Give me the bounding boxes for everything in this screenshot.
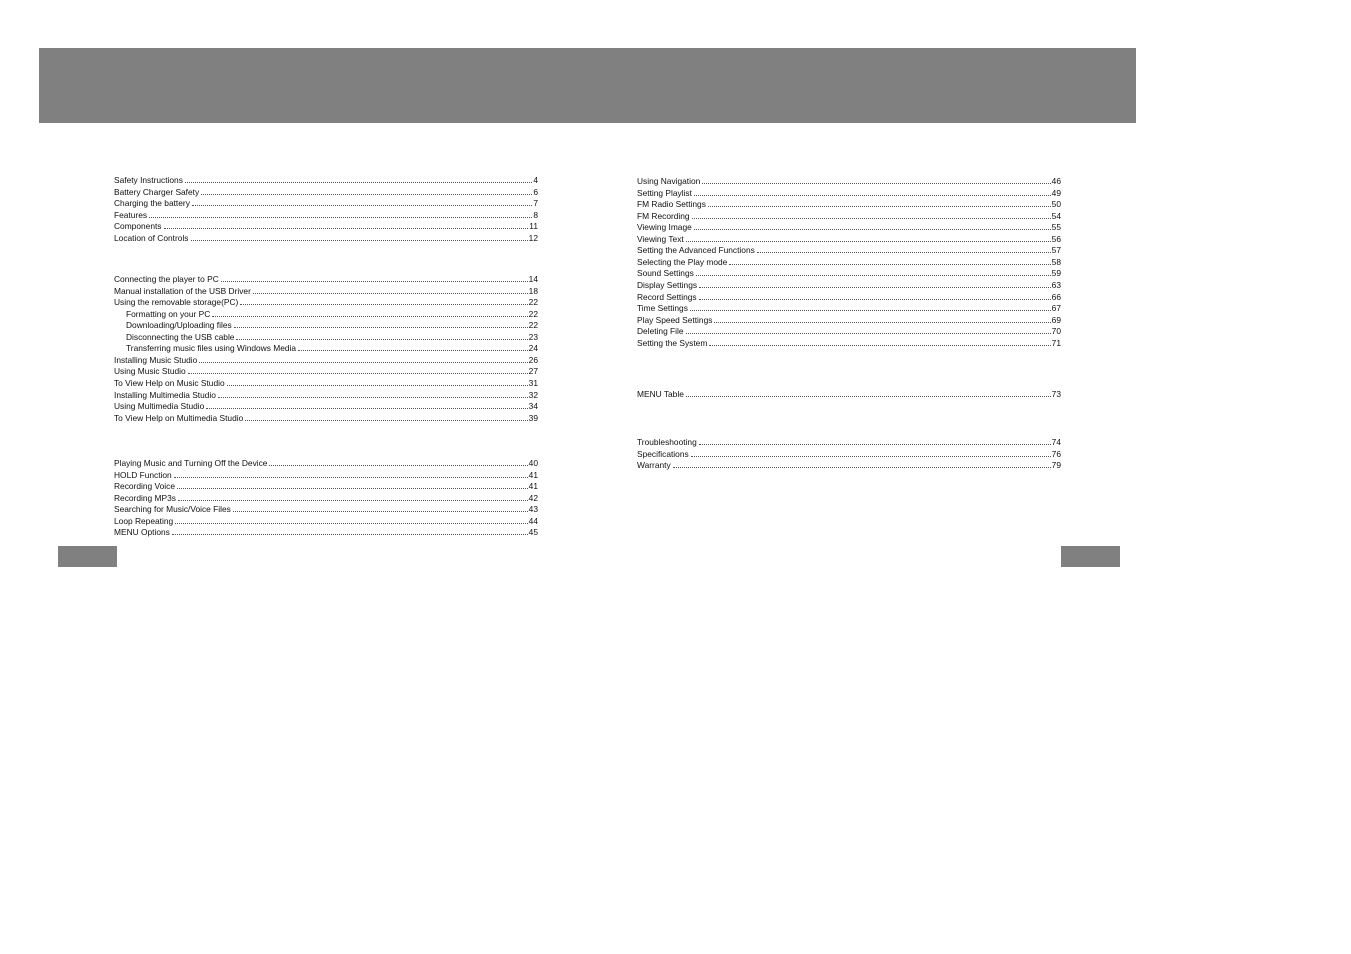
toc-entry[interactable] [637, 222, 1061, 232]
toc-dot-leader [686, 241, 1051, 242]
toc-entry[interactable] [114, 390, 538, 400]
toc-entry-title: Using Navigation [637, 176, 701, 186]
toc-entry-page: 56 [1051, 233, 1061, 244]
toc-entry-page: 39 [528, 412, 538, 423]
toc-dot-leader [175, 523, 528, 524]
toc-entry-title: Setting Playlist [637, 187, 692, 198]
toc-entry[interactable] [637, 338, 1061, 348]
toc-entry-title: Recording MP3s [114, 492, 176, 503]
toc-dot-leader [206, 408, 527, 409]
toc-entry-title: Disconnecting the USB cable [126, 331, 235, 342]
toc-dot-leader [191, 240, 528, 241]
toc-entry-page: 23 [528, 331, 538, 342]
toc-dot-leader [199, 362, 527, 363]
toc-entry-title: To View Help on Multimedia Studio [114, 412, 244, 423]
toc-entry-page: 4 [533, 175, 538, 185]
toc-entry[interactable] [637, 199, 1061, 209]
toc-dot-leader [696, 275, 1051, 276]
toc-entry-page: 66 [1051, 291, 1061, 302]
toc-entry[interactable] [637, 389, 1061, 399]
toc-entry-page: 71 [1051, 337, 1061, 348]
toc-dot-leader [714, 322, 1050, 323]
toc-entry[interactable] [114, 286, 538, 296]
toc-dot-leader [172, 534, 528, 535]
toc-entry-page: 26 [528, 354, 538, 365]
toc-entry[interactable] [114, 366, 538, 376]
toc-entry-page: 8 [533, 209, 538, 220]
toc-entry-page: 59 [1051, 268, 1061, 279]
toc-entry-page: 24 [528, 343, 538, 354]
toc-entry-title: Using the removable storage(PC) [114, 297, 239, 308]
toc-dot-leader [692, 218, 1051, 219]
toc-entry-title: Specifications [637, 448, 689, 459]
toc-dot-leader [221, 281, 528, 282]
toc-entry-page: 70 [1051, 326, 1061, 337]
toc-dot-leader [298, 350, 528, 351]
toc-entry-title: Sound Settings [637, 268, 694, 279]
toc-entry-page: 31 [528, 377, 538, 388]
toc-entry-title: Connecting the player to PC [114, 274, 219, 284]
toc-entry-page: 54 [1051, 210, 1061, 221]
toc-dot-leader [709, 345, 1050, 346]
toc-entry[interactable] [114, 413, 538, 423]
toc-dot-leader [177, 488, 528, 489]
toc-dot-leader [236, 339, 527, 340]
toc-entry[interactable] [637, 257, 1061, 267]
toc-entry[interactable] [637, 303, 1061, 313]
toc-dot-leader [227, 385, 528, 386]
toc-entry-page: 76 [1051, 448, 1061, 459]
toc-entry-title: Setting the System [637, 337, 708, 348]
toc-entry-title: Warranty [637, 460, 671, 471]
toc-dot-leader [240, 304, 527, 305]
left-page-number-box [58, 546, 117, 567]
toc-entry-title: Charging the battery [114, 198, 190, 209]
toc-dot-leader [233, 511, 528, 512]
toc-entry-page: 32 [528, 389, 538, 400]
toc-entry[interactable] [114, 187, 538, 197]
toc-entry-page: 34 [528, 401, 538, 412]
toc-entry[interactable] [114, 493, 538, 503]
toc-entry-page: 42 [528, 492, 538, 503]
toc-entry-page: 41 [528, 481, 538, 492]
toc-entry-page: 40 [528, 458, 538, 468]
toc-entry-title: Using Multimedia Studio [114, 401, 205, 412]
toc-entry-title: Viewing Image [637, 222, 692, 233]
toc-dot-leader [164, 228, 529, 229]
toc-dot-leader [201, 194, 532, 195]
toc-entry-title: Downloading/Uploading files [126, 320, 232, 331]
toc-entry-title: To View Help on Music Studio [114, 377, 225, 388]
toc-entry-page: 69 [1051, 314, 1061, 325]
toc-entry-title: Installing Music Studio [114, 354, 198, 365]
toc-entry[interactable] [114, 470, 538, 480]
toc-entry-page: 22 [528, 297, 538, 308]
toc-entry-title: Playing Music and Turning Off the Device [114, 458, 268, 468]
toc-entry[interactable] [114, 355, 538, 365]
toc-entry[interactable] [637, 234, 1061, 244]
toc-entry-page: 11 [529, 221, 538, 232]
toc-entry-page: 50 [1051, 199, 1061, 210]
toc-entry-page: 27 [528, 366, 538, 377]
toc-entry-page: 67 [1051, 303, 1061, 314]
toc-dot-leader [694, 195, 1051, 196]
toc-entry[interactable] [114, 274, 538, 284]
toc-dot-leader [269, 465, 527, 466]
toc-entry-title: Manual installation of the USB Driver [114, 285, 251, 296]
toc-dot-leader [702, 183, 1050, 184]
toc-entry-page: 57 [1051, 245, 1061, 256]
toc-entry-title: Formatting on your PC [126, 308, 211, 319]
toc-entry-title: Searching for Music/Voice Files [114, 504, 231, 515]
toc-entry[interactable] [637, 280, 1061, 290]
toc-entry-title: Viewing Text [637, 233, 684, 244]
toc-entry-title: Safety Instructions [114, 175, 183, 185]
toc-entry[interactable] [637, 245, 1061, 255]
toc-entry-page: 44 [528, 515, 538, 526]
toc-dot-leader [691, 456, 1051, 457]
toc-dot-leader [699, 299, 1051, 300]
toc-entry-title: Time Settings [637, 303, 688, 314]
toc-dot-leader [234, 327, 528, 328]
toc-entry-title: Display Settings [637, 279, 698, 290]
toc-entry[interactable] [637, 292, 1061, 302]
toc-dot-leader [757, 252, 1051, 253]
toc-entry[interactable] [637, 460, 1061, 470]
toc-entry-title: Recording Voice [114, 481, 175, 492]
toc-dot-leader [708, 206, 1051, 207]
toc-dot-leader [174, 477, 528, 478]
toc-entry[interactable] [114, 504, 538, 514]
toc-entry-title: Installing Multimedia Studio [114, 389, 216, 400]
toc-entry-title: Loop Repeating [114, 515, 174, 526]
toc-entry-title: MENU Table [637, 389, 684, 399]
toc-entry[interactable] [126, 332, 538, 342]
toc-entry-page: 12 [528, 232, 538, 243]
toc-entry-title: Record Settings [637, 291, 697, 302]
toc-entry-page: 79 [1051, 460, 1061, 471]
toc-entry[interactable] [114, 198, 538, 208]
toc-dot-leader [690, 310, 1051, 311]
toc-entry[interactable] [637, 211, 1061, 221]
toc-entry-page: 22 [528, 320, 538, 331]
toc-dot-leader [686, 396, 1051, 397]
toc-entry[interactable] [637, 449, 1061, 459]
toc-entry[interactable] [637, 315, 1061, 325]
toc-entry[interactable] [637, 188, 1061, 198]
toc-entry-page: 63 [1051, 279, 1061, 290]
toc-dot-leader [699, 444, 1051, 445]
toc-entry-title: FM Recording [637, 210, 690, 221]
toc-dot-leader [694, 229, 1051, 230]
toc-entry[interactable] [114, 297, 538, 307]
toc-entry-title: Setting the Advanced Functions [637, 245, 755, 256]
toc-entry-title: Using Music Studio [114, 366, 186, 377]
toc-entry-page: 18 [528, 285, 538, 296]
toc-entry-title: Components [114, 221, 162, 232]
toc-dot-leader [212, 316, 527, 317]
toc-entry-title: HOLD Function [114, 469, 172, 480]
toc-entry[interactable] [114, 175, 538, 185]
header-bar [39, 48, 1136, 123]
right-page-number-box [1061, 546, 1120, 567]
toc-entry-page: 74 [1051, 437, 1061, 447]
toc-entry-page: 6 [533, 186, 538, 197]
toc-entry-page: 45 [528, 527, 538, 538]
toc-entry-title: Deleting File [637, 326, 684, 337]
toc-entry-page: 14 [528, 274, 538, 284]
toc-entry[interactable] [114, 378, 538, 388]
toc-dot-leader [188, 373, 528, 374]
toc-entry-page: 7 [533, 198, 538, 209]
toc-entry[interactable] [126, 343, 538, 353]
toc-entry-title: Play Speed Settings [637, 314, 713, 325]
toc-entry[interactable] [114, 221, 538, 231]
toc-entry-page: 46 [1051, 176, 1061, 186]
toc-entry[interactable] [637, 268, 1061, 278]
toc-entry[interactable] [114, 401, 538, 411]
toc-entry-title: Selecting the Play mode [637, 256, 728, 267]
toc-entry-title: Battery Charger Safety [114, 186, 200, 197]
toc-dot-leader [699, 287, 1051, 288]
toc-dot-leader [192, 205, 532, 206]
toc-dot-leader [245, 420, 527, 421]
toc-dot-leader [729, 264, 1050, 265]
toc-entry-page: 41 [528, 469, 538, 480]
toc-dot-leader [149, 217, 532, 218]
toc-dot-leader [253, 293, 528, 294]
toc-entry[interactable] [114, 233, 538, 243]
toc-entry[interactable] [637, 437, 1061, 447]
toc-entry-title: Transferring music files using Windows Media [126, 343, 297, 354]
toc-entry[interactable] [114, 527, 538, 537]
toc-entry-page: 55 [1051, 222, 1061, 233]
toc-entry-page: 73 [1051, 389, 1061, 399]
toc-entry[interactable] [126, 320, 538, 330]
toc-dot-leader [218, 397, 528, 398]
toc-dot-leader [185, 182, 532, 183]
toc-entry-page: 22 [528, 308, 538, 319]
toc-entry[interactable] [114, 516, 538, 526]
toc-entry[interactable] [637, 176, 1061, 186]
toc-entry-title: Features [114, 209, 148, 220]
toc-entry-title: MENU Options [114, 527, 170, 538]
toc-entry-page: 49 [1051, 187, 1061, 198]
toc-entry-title: FM Radio Settings [637, 199, 706, 210]
toc-entry-page: 43 [528, 504, 538, 515]
toc-dot-leader [673, 467, 1051, 468]
toc-dot-leader [178, 500, 528, 501]
toc-entry[interactable] [114, 481, 538, 491]
toc-entry[interactable] [114, 458, 538, 468]
toc-entry[interactable] [637, 326, 1061, 336]
toc-entry-page: 58 [1051, 256, 1061, 267]
toc-dot-leader [686, 333, 1051, 334]
toc-entry-title: Location of Controls [114, 232, 189, 243]
toc-entry-title: Troubleshooting [637, 437, 697, 447]
toc-entry[interactable] [114, 210, 538, 220]
toc-entry[interactable] [126, 309, 538, 319]
